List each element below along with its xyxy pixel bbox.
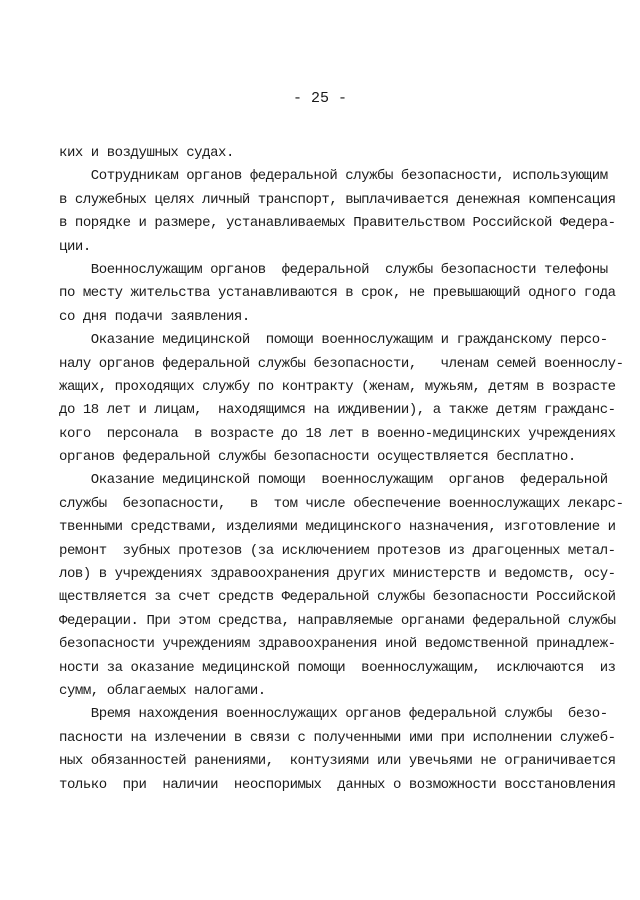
text-line: со дня подачи заявления. xyxy=(59,308,250,325)
text-line: твенными средствами, изделиями медицинского назначения, изготовление и xyxy=(59,519,616,536)
text-line: пасности на излечении в связи с полученными ими при исполнении служеб- xyxy=(59,729,616,746)
body-text xyxy=(59,142,624,797)
text-line: лов) в учреждениях здравоохранения других министерств и ведомств, осу- xyxy=(59,566,616,583)
text-line: жащих, проходящих службу по контракту (женам, мужьям, детям в возрасте xyxy=(59,378,616,395)
text-line: безопасности учреждениям здравоохранения иной ведомственной принадлеж- xyxy=(59,636,616,653)
text-line: до 18 лет и лицам, находящимся на иждивении), а также детям граждaнс- xyxy=(59,402,616,419)
text-line: кого персонала в возрасте до 18 лет в военно-медицинских учреждениях xyxy=(59,425,616,442)
text-line: ществляется за счет средств Федеральной службы безопасности Российской xyxy=(59,589,616,606)
text-line: Федерации. При этом средства, направляемые органами федеральной службы xyxy=(59,612,616,629)
text-line: ности за оказание медицинской помощи военнослужащим, исключаются из xyxy=(59,659,616,676)
text-line: в порядке и размере, устанавливаемых Правительством Российской Федера- xyxy=(59,215,616,232)
text-line: в служебных целях личный транспорт, выплачивается денежная компенсация xyxy=(59,191,616,208)
text-line: ремонт зубных протезов (за исключением протезов из драгоценных метал- xyxy=(59,542,616,559)
text-line: Время нахождения военнослужащих органов федеральной службы безо- xyxy=(59,706,608,723)
text-line: службы безопасности, в том числе обеспечение военнослужащих лекарс- xyxy=(59,495,624,512)
text-line: сумм, облагаемых налогами. xyxy=(59,682,266,699)
text-line: ных обязанностей ранениями, контузиями или увечьями не ограничивается xyxy=(59,753,616,770)
page-number: - 25 - xyxy=(292,90,347,107)
text-line: Сотрудникам органов федеральной службы безопасности, использующим xyxy=(59,168,608,185)
text-line: Оказание медицинской помощи военнослужащим и гражданскому персо- xyxy=(59,332,608,349)
text-line: Оказание медицинской помощи военнослужащим органов федеральной xyxy=(59,472,608,489)
text-line: только при наличии неоспоримых данных о возможности восстановления xyxy=(59,776,616,793)
text-line: Военнослужащим органов федеральной службы безопасности телефоны xyxy=(59,261,608,278)
text-line: налу органов федеральной службы безопасности, членам семей военнослу- xyxy=(59,355,624,372)
text-line: органов федеральной службы безопасности осуществляется бесплатно. xyxy=(59,449,576,466)
text-line: ции. xyxy=(59,238,91,255)
text-line: ких и воздушных судах. xyxy=(59,145,234,161)
text-line: по месту жительства устанавливаются в срок, не превышающий одного года xyxy=(59,285,616,302)
